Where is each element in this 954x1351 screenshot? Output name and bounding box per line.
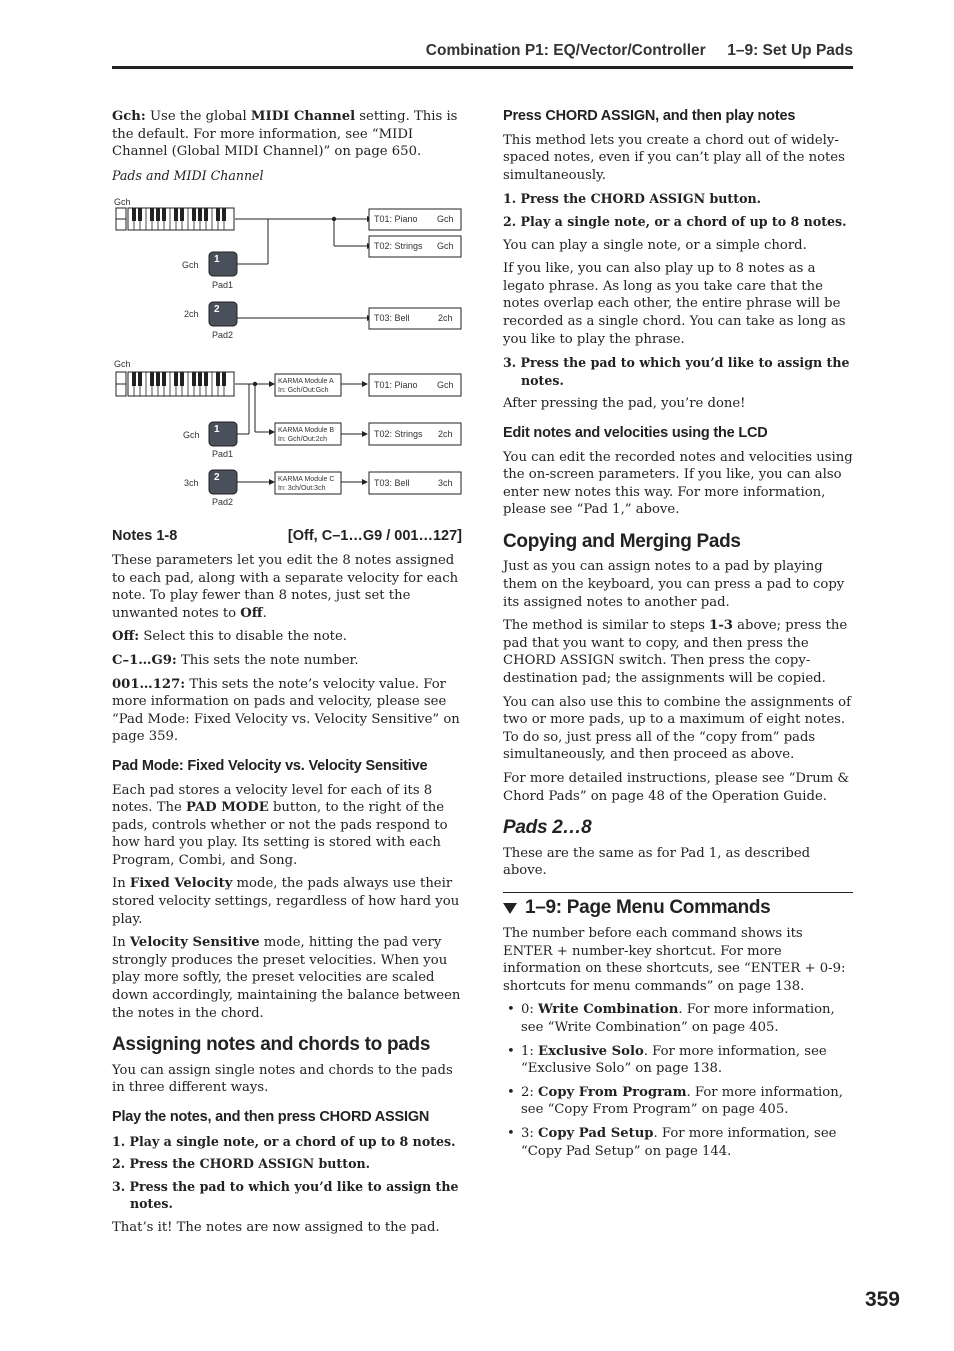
fig1-pad2-label: Pad2 [212,330,234,341]
c-text: This sets the note number. [176,652,359,668]
velocity-label: 001…127: [112,676,186,692]
fig1-t1-ch: Gch [437,214,454,225]
press-paragraph: This method lets you create a chord out of widely-spaced notes, even if you can’t play all of the notes simultaneously. [503,132,845,183]
fig1-t1-name: T01: Piano [374,214,418,225]
menu-item-num: 0: [521,1002,539,1018]
fig2-t1-name: T01: Piano [374,380,418,391]
fig2-pad1-icon [209,422,237,446]
fig2-kc-1: KARMA Module C [278,476,335,484]
fig2-ka-1: KARMA Module A [278,378,334,386]
fig1-t3-name: T03: Bell [374,313,410,324]
menu-item-text: . For more information, see “Exclusive Solo” on page 138. [521,1043,827,1077]
press-heading: Press CHORD ASSIGN, and then play notes [503,108,796,124]
menu-item-text: . For more information, see “Copy Pad Setup” on page 144. [521,1126,837,1159]
triangle-down-icon [503,903,517,914]
padmode-p3-bold: Velocity Sensitive [129,935,260,951]
fig2-t2-ch: 2ch [438,429,453,440]
fig1-pad1-num: 1 [214,254,220,266]
padmode-p1-a: Each pad stores a velocity level for each of its 8 notes. The [112,782,433,816]
fig1-pad2-ch: 2ch [184,309,199,320]
notes-heading-label: Notes 1-8 [112,528,178,545]
fig2-pad2-ch: 3ch [184,478,199,489]
off-text: Select this to disable the note. [139,629,347,645]
padmode-p3-a: In [112,935,130,951]
assign-paragraph: You can assign single notes and chords to the pads in three different ways. [112,1062,453,1096]
gch-bold: MIDI Channel [250,109,356,124]
notes-heading [112,528,462,546]
notes-heading-range: [Off, C–1…G9 / 001…127] [287,528,462,545]
section-rule [503,892,853,894]
fig1-pad1-label: Pad1 [212,280,234,291]
figure-pads-midi-2 [112,354,462,514]
off-label: Off: [112,629,140,645]
fig1-t2-name: T02: Strings [374,241,423,252]
left-column [112,108,462,1243]
fig2-pad1-ch: Gch [183,430,200,441]
header-title: Combination P1: EQ/Vector/Controller 1–9: Set Up Pads [425,42,853,59]
menu-item-name: Write Combination [538,1002,679,1018]
menu-item-num: 2: [521,1084,539,1100]
figure-pads-midi-1 [112,188,462,348]
fig1-pad1-icon [209,252,237,276]
padmode-p2-bold: Fixed Velocity [129,876,233,892]
padmode-p2 [112,875,462,928]
padmode-heading: Pad Mode: Fixed Velocity vs. Velocity Sensitive [112,757,428,774]
fig1-keyboard-icon [116,208,234,230]
menu-item-text: . For more information, see “Copy From Program” on page 405. [521,1084,843,1118]
menu-list-item [503,1001,853,1036]
gch-label: Gch: [112,109,146,124]
velocity-paragraph [112,676,462,746]
velocity-text: This sets the note’s velocity value. For more information on pads and velocity, please see “Pad Mode: Fixed Velocity vs. Velocity Sensitive” on page 359. [112,676,460,745]
pads-paragraph: These are the same as for Pad 1, as described above. [503,845,811,879]
notes-text-end: . [262,605,267,621]
press-step3-list [503,354,853,389]
fig2-kc-2: In: 3ch/Out:3ch [278,485,326,493]
figure-caption: Pads and MIDI Channel [112,167,264,183]
notes-paragraph [112,552,462,622]
menu-item-name: Copy Pad Setup [538,1126,654,1141]
menu-item-num: 1: [521,1043,539,1059]
play-step: 2. Press the CHORD ASSIGN button. [112,1156,371,1172]
fig1-pad2-num: 2 [214,304,220,316]
right-column [503,108,853,1166]
play-step: 1. Play a single note, or a chord of up to 8 notes. [112,1133,456,1149]
copy-p4: For more detailed instructions, please see “Drum & Chord Pads” on page 48 of the Operation Guide. [503,771,850,804]
press-step: 1. Press the CHORD ASSIGN button. [503,191,762,207]
copy-p2 [503,617,853,687]
menu-item-text: . For more information, see “Write Combination” on page 405. [521,1002,835,1036]
padmode-p1-bold: PAD MODE [185,800,269,816]
gch-text-2: setting. This is the default. For more information, see “MIDI Channel (Global MIDI Channel)” on page 650. [112,109,458,160]
press-steps [503,190,853,230]
menu-list-item [503,1043,853,1078]
padmode-p3 [112,934,462,1022]
menu-list-item [503,1084,853,1119]
page-header [112,42,853,66]
fig2-kb-1: KARMA Module B [278,427,335,435]
press-p3: If you like, you can also play up to 8 notes as a legato phrase. As long as you take care that the notes overlap each other, the entire phrase will be recorded as a single chord. You can take as long as you like to play the phrase. [503,261,846,347]
copy-p3: You can also use this to combine the assignments of two or more pads, up to a maximum of eight notes. To do so, just press all of the “copy from” pads simultaneously, and then proceed as above. [503,694,851,763]
play-step: 3. Press the pad to which you’d like to assign the notes. [112,1178,459,1212]
notes-off-bold: Off [240,605,263,621]
gch-paragraph [112,108,462,161]
play-steps [112,1133,462,1213]
fig2-pad2-icon [209,470,237,494]
menu-item-name: Copy From Program [538,1084,687,1100]
page-number: 359 [864,1288,900,1311]
fig1-pad1-ch: Gch [182,260,199,271]
copy-p1: Just as you can assign notes to a pad by playing them on the keyboard, you can press a pad to copy its assigned notes to another pad. [503,559,845,610]
press-p4: After pressing the pad, you’re done! [503,396,746,412]
fig2-pad2-num: 2 [214,472,220,484]
copy-p2-a: The method is similar to steps [503,618,710,634]
fig2-pad1-num: 1 [214,424,220,436]
fig2-keyboard-icon [116,372,234,396]
copy-p2-b: above; press the pad that you want to copy, and then press the CHORD ASSIGN switch. Then press the copy-destination pad; the assignments will be copied. [503,618,848,687]
c-label: C–1…G9: [112,652,177,668]
press-step: 3. Press the pad to which you’d like to assign the notes. [503,355,850,388]
press-step: 2. Play a single note, or a chord of up to 8 notes. [503,213,847,229]
fig2-kb-2: In: Gch/Out:2ch [278,436,328,444]
fig2-t1-ch: Gch [437,380,454,391]
notes-text: These parameters let you edit the 8 notes assigned to each pad, along with a separate velocity for each note. To play fewer than 8 notes, just set the unwanted notes to [112,552,459,621]
edit-paragraph: You can edit the recorded notes and velocities using the on-screen parameters. If you like, you can also enter new notes this way. For more information, please see “Pad 1,” above. [503,449,853,518]
fig1-t3-ch: 2ch [438,313,453,324]
play-heading: Play the notes, and then press CHORD ASSIGN [112,1109,430,1125]
play-end: That’s it! The notes are now assigned to the pad. [112,1219,440,1235]
fig2-pad2-label: Pad2 [212,497,234,508]
fig2-t3-name: T03: Bell [374,478,410,489]
menu-item-name: Exclusive Solo [538,1043,644,1059]
fig2-t3-ch: 3ch [438,478,453,489]
fig1-t2-ch: Gch [437,241,454,252]
fig2-ka-2: In: Gch/Out:Gch [278,387,329,395]
copy-heading: Copying and Merging Pads [503,530,741,552]
assign-heading: Assigning notes and chords to pads [112,1034,431,1056]
fig2-kbd-label: Gch [114,359,131,370]
edit-heading: Edit notes and velocities using the LCD [503,424,768,441]
padmode-p2-a: In [112,876,130,892]
menu-list-item [503,1125,853,1160]
press-p2: You can play a single note, or a simple chord. [503,237,807,253]
menu-list [503,1001,853,1160]
menu-heading [503,899,853,917]
copy-p2-bold: 1-3 [709,618,733,634]
menu-item-num: 3: [521,1126,539,1141]
c-paragraph [112,652,462,670]
fig2-pad1-label: Pad1 [212,449,234,460]
padmode-p3-b: mode, hitting the pad very strongly produces the preset velocities. When you play more softly, the preset velocities are scaled down accordingly, maintaining the balance between the notes in the chord. [112,935,461,1021]
menu-paragraph: The number before each command shows its ENTER + number-key shortcut. For more information on these shortcuts, see “ENTER + 0-9: shortcuts for menu commands” on page 138. [503,926,846,994]
header-rule [112,66,853,69]
padmode-p1-b: button, to the right of the pads, controls whether or not the pads respond to how hard you play. Its setting is stored with each Program, Combi, and Song. [112,800,448,868]
gch-text-1: Use the global [145,109,251,124]
padmode-p2-b: mode, the pads always use their stored velocity settings, regardless of how hard you play. [112,876,460,927]
padmode-p1 [112,782,462,870]
menu-heading-label: 1–9: Page Menu Commands [525,897,771,919]
off-paragraph [112,628,462,646]
fig1-pad2-icon [209,302,237,326]
pads-heading: Pads 2…8 [503,817,592,839]
fig2-t2-name: T02: Strings [374,429,423,440]
fig1-kbd-label: Gch [114,197,131,208]
